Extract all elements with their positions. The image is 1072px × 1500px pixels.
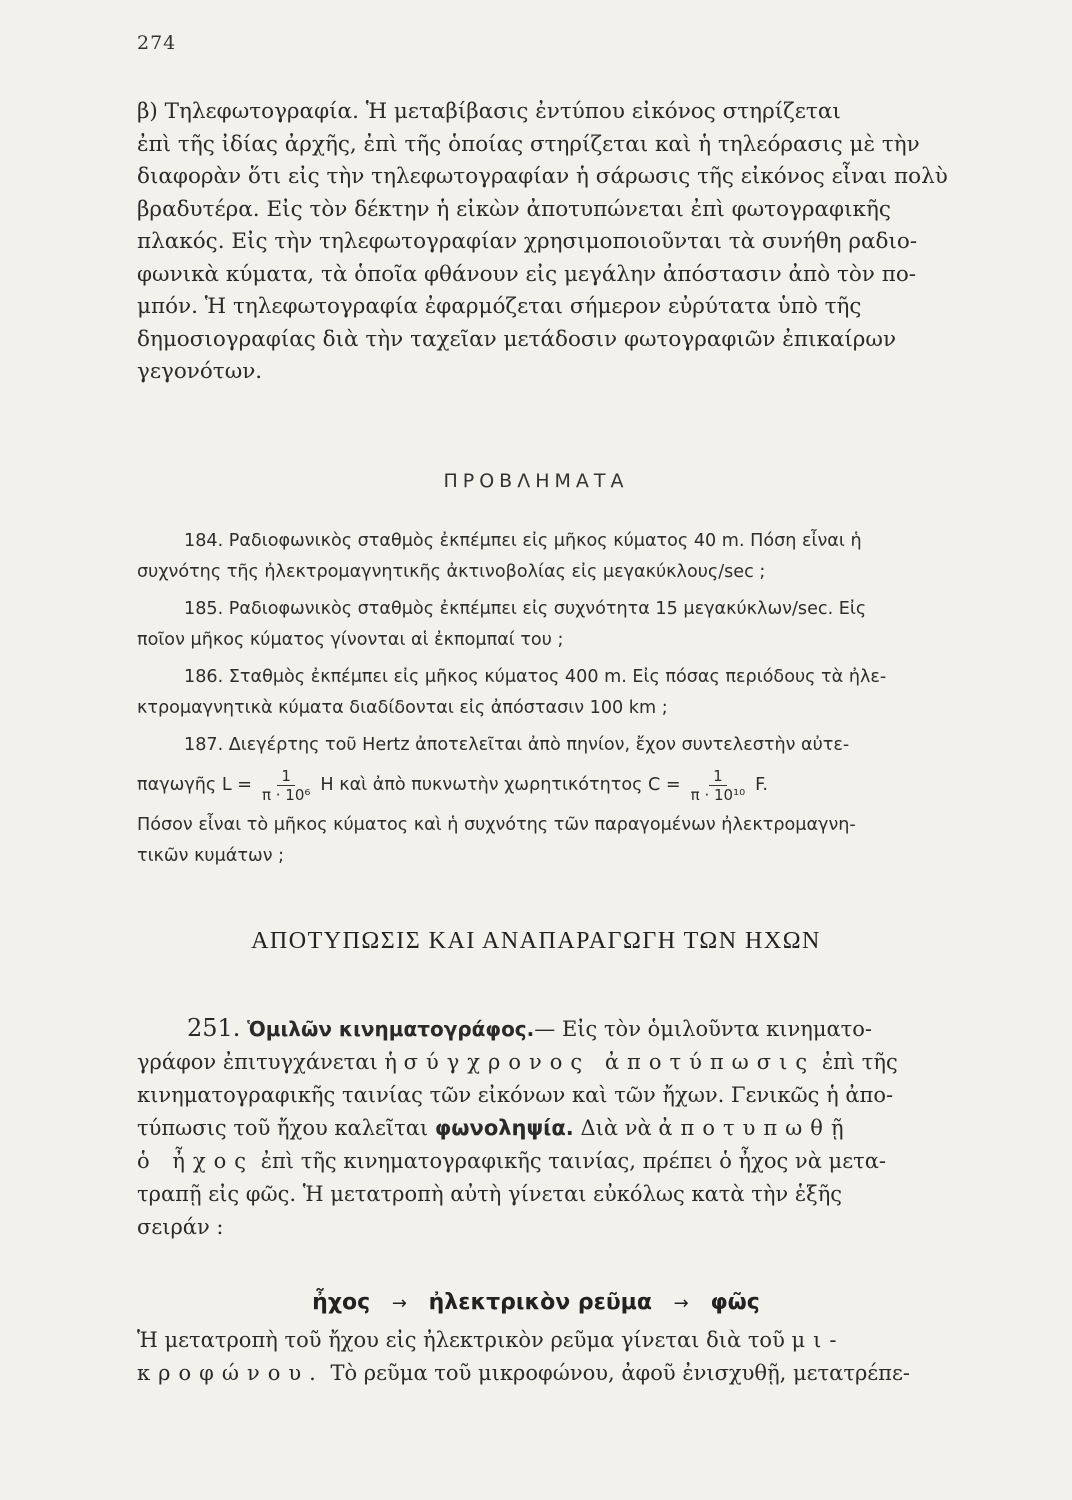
text-line: κινηματογραφικῆς ταινίας τῶν εἰκόνων καὶ τῶν ἤχων. Γενικῶς ἡ ἀπο- [137, 1083, 894, 1107]
article-text: ἐπὶ τῆς [821, 1050, 898, 1074]
tele-paragraph [137, 96, 1003, 389]
chain-item-light: φῶς [710, 1290, 760, 1315]
page-number: 274 [137, 32, 177, 54]
text-line [137, 1112, 1003, 1145]
arrow-right-icon: → [673, 1293, 689, 1314]
fraction-denominator: π · 10⁶ [261, 786, 311, 804]
problems-heading: ΠΡΟΒΛΗΜΑΤΑ [443, 470, 629, 492]
fraction-numerator: 1 [709, 767, 727, 786]
arrow-right-icon: → [391, 1293, 407, 1314]
text-line: γεγονότων. [137, 359, 263, 384]
text-line: κτρομαγνητικὰ κύματα διαδίδονται εἰς ἀπόστασιν 100 km ; [137, 698, 668, 718]
text-line: μπόν. Ἡ τηλεφωτογραφία ἐφαρμόζεται σήμερον εὐρύτατα ὑπὸ τῆς [137, 294, 862, 319]
article-text: Ἡ μετατροπὴ τοῦ ἤχου εἰς ἠλεκτρικὸν ρεῦμα γίνεται διὰ τοῦ [137, 1328, 785, 1352]
text-line [137, 1046, 1003, 1079]
text-line: β) Τηλεφωτογραφία. Ἡ μεταβίβασις ἐντύπου εἰκόνος στηρίζεται [137, 99, 841, 124]
text-line: τραπῇ εἰς φῶς. Ἡ μετατροπὴ αὐτὴ γίνεται εὐκόλως κατὰ τὴν ἑξῆς [137, 1182, 843, 1206]
problem-item [137, 662, 1003, 724]
text-line: τικῶν κυμάτων ; [137, 846, 285, 866]
text-line: 185. Ραδιοφωνικὸς σταθμὸς ἐκπέμπει εἰς συχνότητα 15 μεγακύκλων/sec. Εἰς [184, 599, 867, 619]
text-line: 187. Διεγέρτης τοῦ Hertz ἀποτελεῖται ἀπὸ πηνίον, ἔχον συντελεστὴν αὐτε- [184, 735, 850, 755]
fraction-denominator: π · 10¹⁰ [690, 786, 746, 804]
article-text: Τὸ ρεῦμα τοῦ μικροφώνου, ἀφοῦ ἐνισχυθῇ, μετατρέπε- [330, 1361, 910, 1385]
article-number: 251. [187, 1014, 241, 1042]
text-line: ποῖον μῆκος κύματος γίνονται αἱ ἐκπομπαί του ; [137, 630, 564, 650]
emphasis-spaced: ἀποτυπωθῇ [658, 1116, 852, 1140]
text-line: πλακός. Εἰς τὴν τηλεφωτογραφίαν χρησιμοποιοῦνται τὰ συνήθη ραδιο- [137, 229, 918, 254]
text-line: διαφορὰν ὅτι εἰς τὴν τηλεφωτογραφίαν ἡ σάρωσις τῆς εἰκόνος εἶναι πολὺ [137, 164, 948, 189]
article-text: γράφον ἐπιτυγχάνεται ἡ [137, 1050, 397, 1074]
text-line: βραδυτέρα. Εἰς τὸν δέκτην ἡ εἰκὼν ἀποτυπώνεται ἐπὶ φωτογραφικῆς [137, 196, 891, 222]
section-title: ΑΠΟΤΥΠΩΣΙΣ ΚΑΙ ΑΝΑΠΑΡΑΓΩΓΗ ΤΩΝ ΗΧΩΝ [251, 928, 821, 954]
text-line [137, 1324, 1003, 1357]
text-line: 184. Ραδιοφωνικὸς σταθμὸς ἐκπέμπει εἰς μῆκος κύματος 40 m. Πόση εἶναι ἡ [184, 531, 862, 551]
formula-line [137, 767, 1003, 804]
emphasis-spaced: ὁ ἦχος [137, 1149, 255, 1173]
text-line: σειράν : [137, 1215, 224, 1239]
fraction [258, 767, 314, 804]
chain-item-current: ἠλεκτρικὸν ρεῦμα [428, 1290, 652, 1315]
closing-paragraph [137, 1324, 1003, 1390]
article-title: Ὁμιλῶν κινηματογράφος. [247, 1017, 535, 1041]
problem-item [137, 730, 1003, 872]
text-line: φωνικὰ κύματα, τὰ ὁποῖα φθάνουν εἰς μεγάλην ἀπόστασιν ἀπὸ τὸν πο- [137, 261, 917, 287]
text-line [137, 1357, 1003, 1390]
text-line [137, 1012, 1003, 1046]
formula-suffix: F. [755, 775, 769, 795]
text-line: ἐπὶ τῆς ἰδίας ἀρχῆς, ἐπὶ τῆς ὁποίας στηρίζεται καὶ ἡ τηλεόρασις μὲ τὴν [137, 131, 920, 157]
text-line: 186. Σταθμὸς ἐκπέμπει εἰς μῆκος κύματος 400 m. Εἰς πόσας περιόδους τὰ ἠλε- [184, 667, 887, 687]
fraction-numerator: 1 [277, 767, 295, 786]
article-text: Διὰ νὰ [580, 1116, 652, 1140]
formula-middle: H καὶ ἀπὸ πυκνωτὴν χωρητικότητος C = [320, 775, 681, 795]
article-text: τύπωσις τοῦ ἤχου καλεῖται [137, 1116, 429, 1140]
emphasis-spaced: κροφώνου. [137, 1361, 324, 1385]
text-line: συχνότης τῆς ἠλεκτρομαγνητικῆς ἀκτινοβολίας εἰς μεγακύκλους/sec ; [137, 562, 766, 582]
fraction [687, 767, 749, 804]
emphasis-spaced: μι- [791, 1328, 845, 1352]
article-text: ἐπὶ τῆς κινηματογραφικῆς ταινίας, πρέπει ὁ ἦχος νὰ μετα- [260, 1149, 886, 1173]
article-paragraph [137, 1012, 1003, 1244]
conversion-chain [0, 1290, 1072, 1315]
text-line: Πόσον εἶναι τὸ μῆκος κύματος καὶ ἡ συχνότης τῶν παραγομένων ἠλεκτρομαγνη- [137, 815, 856, 835]
formula-prefix: παγωγῆς L = [137, 775, 252, 795]
text-line: δημοσιογραφίας διὰ τὴν ταχεῖαν μετάδοσιν φωτογραφιῶν ἐπικαίρων [137, 326, 897, 352]
chain-item-sound: ἦχος [312, 1290, 371, 1315]
emphasis-spaced: σύγχρονος ἀποτύπωσις [403, 1050, 816, 1074]
problem-item [137, 526, 1003, 588]
problems-list [137, 526, 1003, 878]
article-text: — Εἰς τὸν ὁμιλοῦντα κινηματο- [534, 1017, 873, 1041]
text-line [137, 1145, 1003, 1178]
emphasis-bold: φωνοληψία. [434, 1116, 574, 1140]
problem-item [137, 594, 1003, 656]
